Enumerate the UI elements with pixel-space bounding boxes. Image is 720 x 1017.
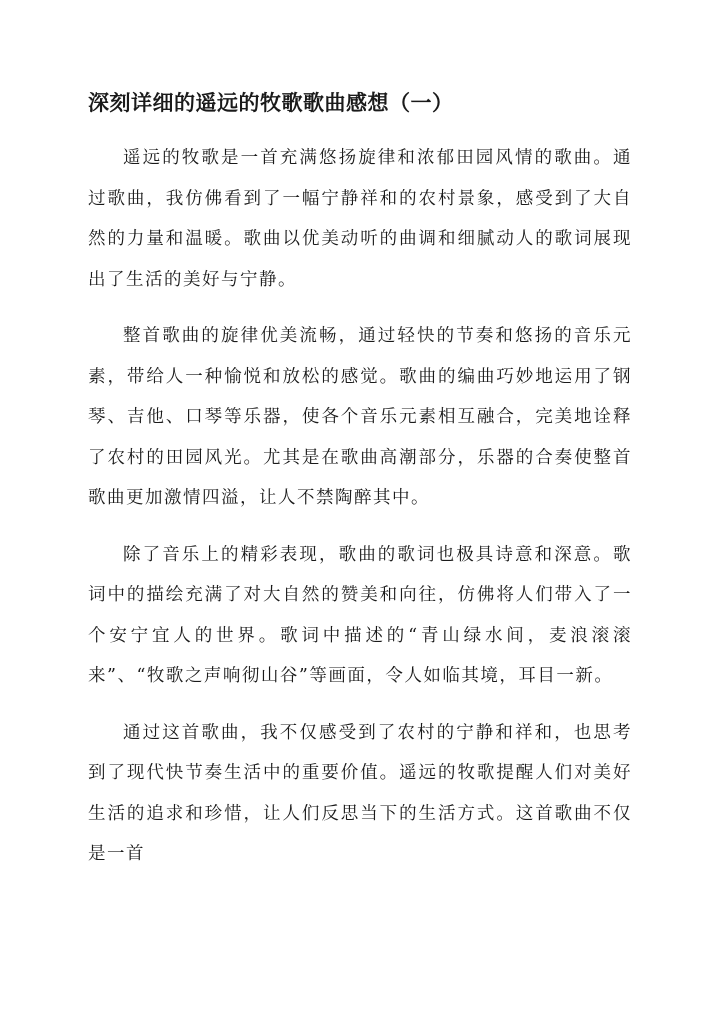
paragraph-1: 遥远的牧歌是一首充满悠扬旋律和浓郁田园风情的歌曲。通过歌曲，我仿佛看到了一幅宁静祥和的农村景象，感受到了大自然的力量和温暖。歌曲以优美动听的曲调和细腻动人的歌词展现出了生活的美好与宁静。: [88, 148, 632, 290]
paragraph-4: 通过这首歌曲，我不仅感受到了农村的宁静和祥和，也思考到了现代快节奏生活中的重要价值。遥远的牧歌提醒人们对美好生活的追求和珍惜，让人们反思当下的生活方式。这首歌曲不仅是一首: [88, 722, 632, 864]
paragraph-2: 整首歌曲的旋律优美流畅，通过轻快的节奏和悠扬的音乐元素，带给人一种愉悦和放松的感觉。歌曲的编曲巧妙地运用了钢琴、吉他、口琴等乐器，使各个音乐元素相互融合，完美地诠释了农村的田园风光。尤其是在歌曲高潮部分，乐器的合奏使整首歌曲更加激情四溢，让人不禁陶醉其中。: [88, 326, 632, 508]
document-title: 深刻详细的遥远的牧歌歌曲感想（一）: [88, 90, 454, 115]
paragraph-3: 除了音乐上的精彩表现，歌曲的歌词也极具诗意和深意。歌词中的描绘充满了对大自然的赞美和向往，仿佛将人们带入了一个安宁宜人的世界。歌词中描述的“青山绿水间，麦浪滚滚来”、“牧歌之声响彻山谷”等画面，令人如临其境，耳目一新。: [88, 544, 632, 686]
document-body: [88, 138, 632, 875]
